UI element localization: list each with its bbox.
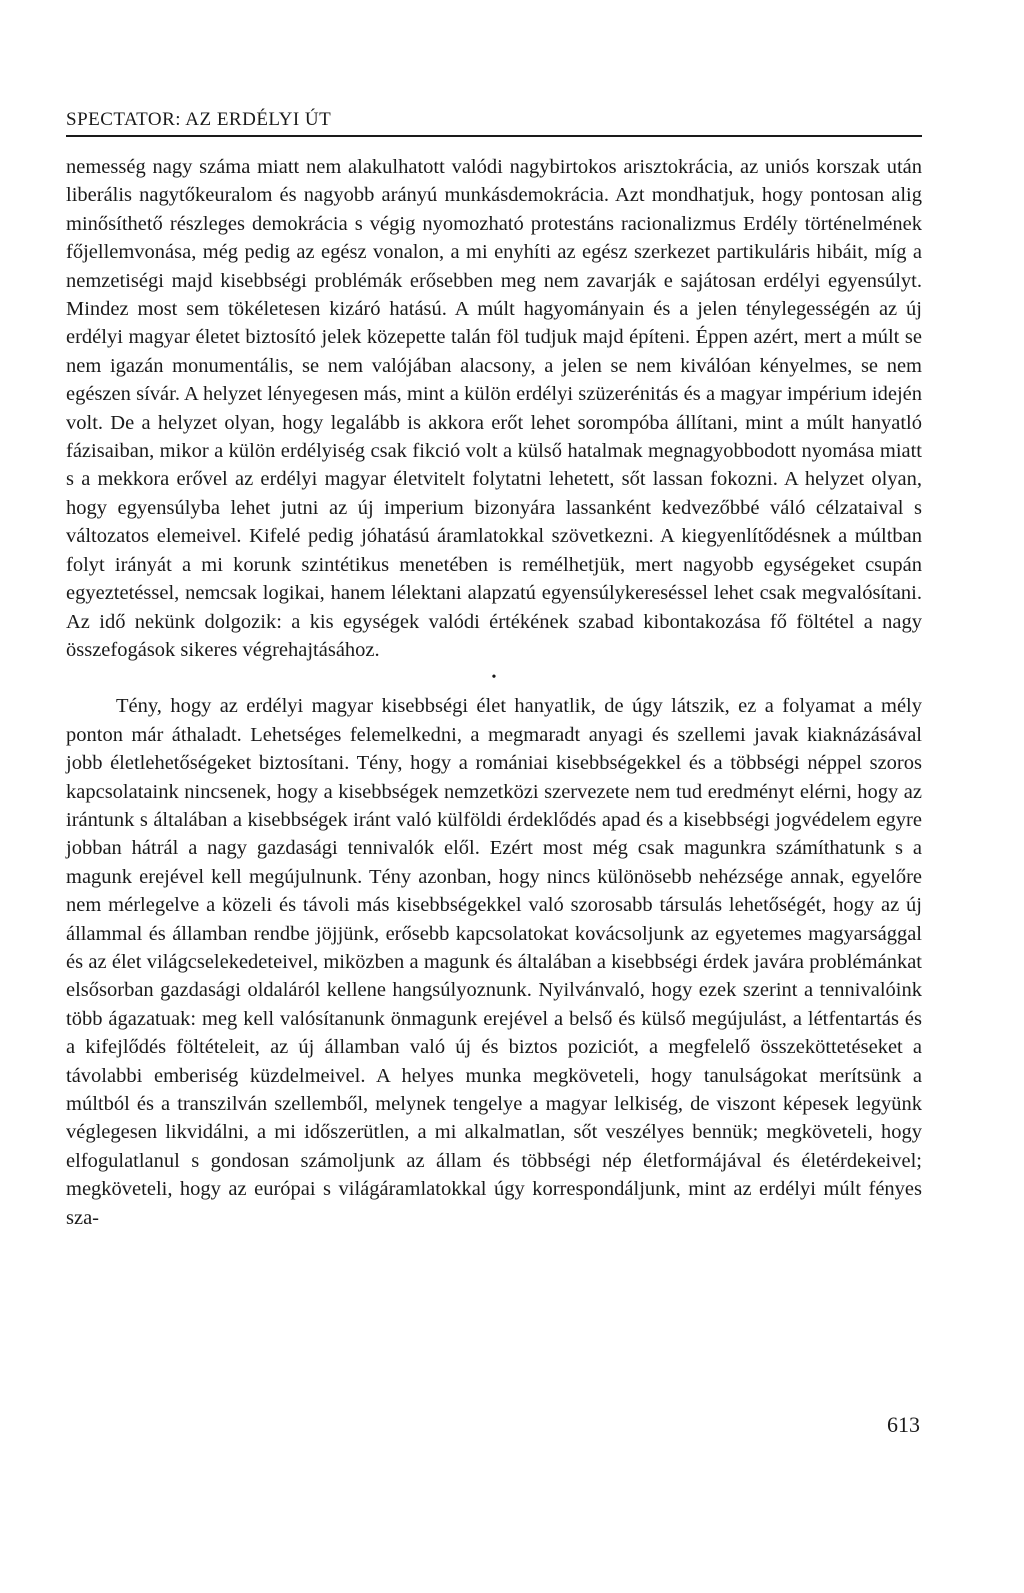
paragraph-1: nemesség nagy száma miatt nem alakulhatott valódi nagybirtokos arisztokrácia, az uniós korszak után liberális nagytőkeuralom és nagyobb arányú munkásdemokrácia. Azt mondhatjuk, hogy pontosan alig minősíthető részleges demokrácia s végig nyomozható protestáns racionalizmus Erdély történelmének főjellemvonása, még pedig az egész vonalon, a mi enyhíti az egész szerkezet partikuláris hibáit, míg a nemzetiségi majd kisebbségi problémák erősebben meg nem zavarják e sajátosan erdélyi egyensúlyt. Mindez most sem tökéletesen kizáró hatású. A múlt hagyományain és a jelen ténylegességén az új erdélyi magyar életet biztosító jelek közepette talán föl tudjuk majd építeni. Éppen azért, mert a múlt se nem igazán monumentális, se nem valójában alacsony, a jelen se nem kiválóan kényelmes, se nem egészen sívár. A helyzet lényegesen más, mint a külön erdélyi szüzerénitás és a magyar impérium idején volt. De a helyzet olyan, hogy legalább is akkora erőt lehet sorompóba állítani, mint a múlt hanyatló fázisaiban, mikor a külön erdélyiség csak fikció volt a külső hatalmak megnagyobbodott nyomása miatt s a mekkora erővel az erdélyi magyar életvitelt folytatni lehetett, sőt lassan fokozni. A helyzet olyan, hogy egyensúlyba lehet jutni az új imperium bizonyára lassanként kedvezőbbé váló célzataival s változatos elemeivel. Kifelé pedig jóhatású áramlatokkal szövetkezni. A kiegyenlítődésnek a múltban folyt irányát a mi korunk szintétikus menetében is remélhetjük, mert nagyobb egységeket csupán egyeztetéssel, nemcsak logikai, hanem lélektani alapzatú egyensúlykereséssel lehet csak megvalósítani. Az idő nekünk dolgozik: a kis egységek valódi értékének szabad kibontakozása fő föltétel a nagy összefogások sikeres végrehajtásához. bbox=[66, 156, 922, 661]
section-separator: • bbox=[491, 670, 497, 686]
body-text bbox=[66, 153, 922, 1232]
paragraph-2: Tény, hogy az erdélyi magyar kisebbségi élet hanyatlik, de úgy látszik, ez a folyamat a mély ponton már áthaladt. Lehetséges felemelkedni, a megmaradt anyagi és szellemi javak kiaknázásával jobb életlehetőségeket biztosítani. Tény, hogy a romániai kisebbségekkel és a többségi néppel szoros kapcsolataink nincsenek, hogy a kisebbségek nemzetközi szervezete nem tud eredményt elérni, hogy az irántunk s általában a kisebbségek iránt való külföldi érdeklődés apad és a kisebbségi jogvédelem egyre jobban hátrál a nagy gazdasági tennivalók elől. Ezért most még csak magunkra számíthatunk s a magunk erejével kell megújulnunk. Tény azonban, hogy nincs különösebb nehézsége annak, egyelőre nem mérlegelve a közeli és távoli más kisebbségekkel való szorosabb társulás lehetőségét, hogy az új állammal és államban rendbe jöjjünk, erősebb kapcsolatokat kovácsoljunk az egyetemes magyarsággal és az élet világcselekedeteivel, miközben a magunk és általában a kisebbségi érdek javára problémánkat elsősorban gazdasági oldaláról kellene hangsúlyoznunk. Nyilvánvaló, hogy ezek szerint a tennivalóink több ágazatuak: meg kell valósítanunk önmagunk erejével a belső és külső megújulást, a létfentartás és a kifejlődés föltételeit, az új államban való új és biztos poziciót, a megfelelő összeköttetéseket a távolabbi emberiség küzdelmeivel. A helyes munka megköveteli, hogy tanulságokat merítsünk a múltból és a transzilván szellemből, melynek tengelye a magyar lelkiség, de viszont képesek legyünk véglegesen likvidálni, a mi időszerütlen, a mi alkalmatlan, sőt veszélyes bennük; megköveteli, hogy elfogulatlanul s gondosan számoljunk az állam és többségi nép életformájával és életérdekeivel; megköveteli, hogy az európai s világáramlatokkal úgy korrespondáljunk, mint az erdélyi múlt fényes sza- bbox=[66, 695, 922, 1229]
header-rule bbox=[66, 135, 922, 137]
page-number: 613 bbox=[887, 1412, 920, 1437]
document-page bbox=[66, 0, 922, 1593]
running-head: SPECTATOR: AZ ERDÉLYI ÚT bbox=[66, 109, 332, 130]
